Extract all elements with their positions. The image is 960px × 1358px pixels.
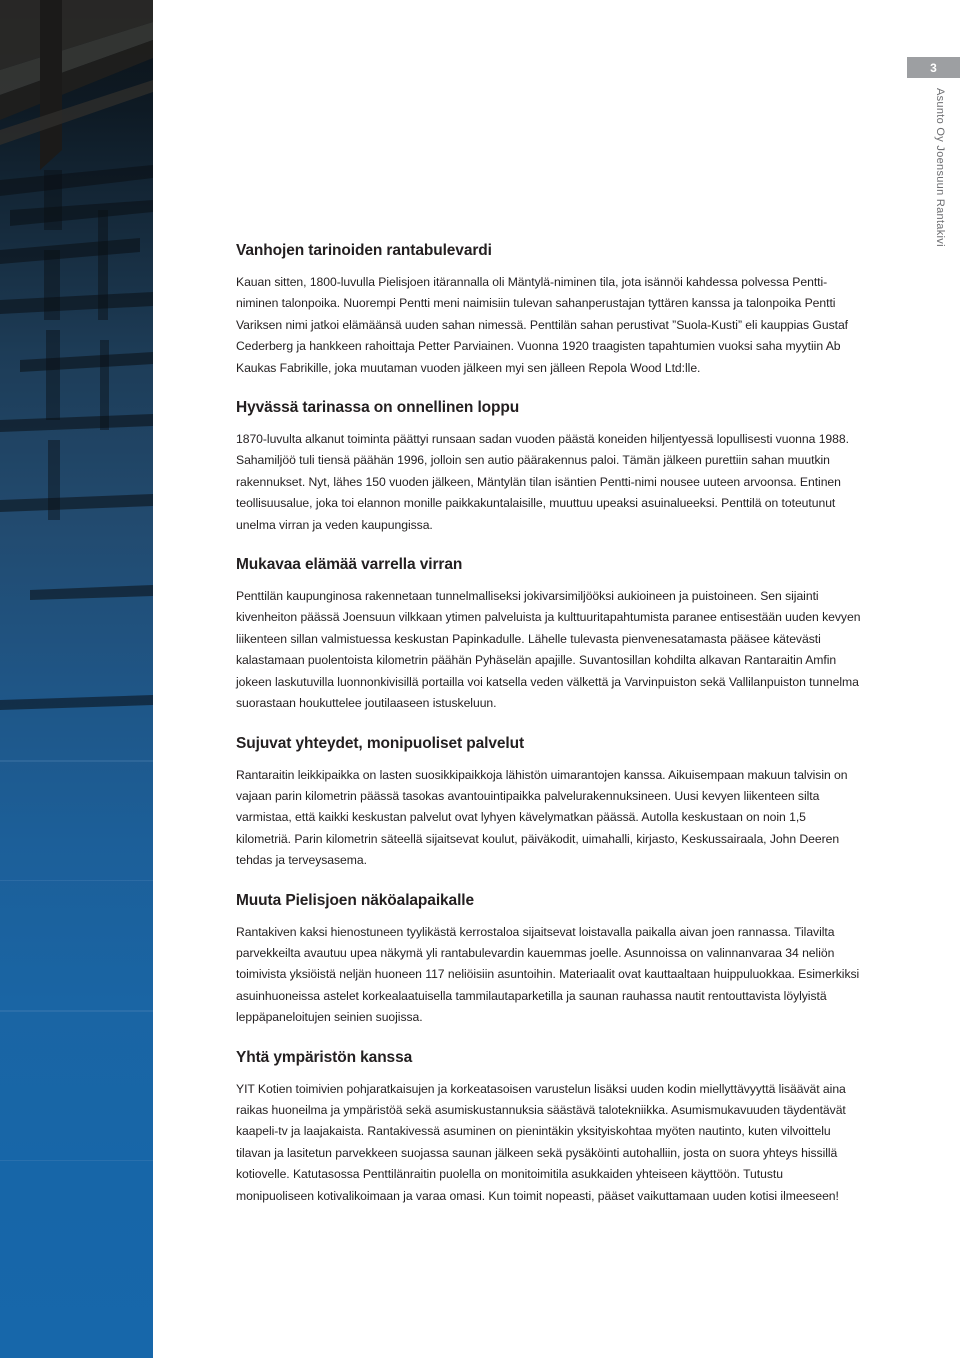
section-mukavaa-elamaa [236,554,864,714]
pier-reflection-photo [0,0,153,1358]
section-heading: Muuta Pielisjoen näköalapaikalle [236,891,474,909]
section-paragraph: Rantaraitin leikkipaikka on lasten suosikkipaikkoja lähistön uimarantojen kanssa. Aikuisempaan makuun talvisin on vajaan parin kilometrin päässä tasokas avantouintipaikka palvelurakennuksineen. Uusi kevyen liikenteen silta varmistaa, että kaikki keskustan palvelut ovat lyhyen kävelymatkan päässä. Autolla keskustaan on noin 1,5 kilometriä. Parin kilometrin säteellä sijaitsevat koulut, päiväkodit, uimahalli, kirjasto, Keskussairaala, John Deeren tehdas ja terveysasema. [236,767,848,868]
section-heading: Mukavaa elämää varrella virran [236,556,463,574]
section-ymparisto [236,1047,864,1207]
page-number: 3 [907,57,960,78]
section-paragraph: YIT Kotien toimivien pohjaratkaisujen ja korkeatasoisen varustelun lisäksi uuden kodin miellyttävyyttä lisäävät aina raikas huoneilma ja ympäristöä sekä asumiskustannuksia säästävä talotekniikka. Asumismukavuuden täydentävät kaapeli-tv ja laajakaista. Rantakivessä asuminen on pienintäkin yksityiskohtaa myöten nautinto, kuten vilvoittelu tilavan ja lasitetun parvekkeen suojassa saunan jälkeen sekä pysäköinti autohalliin, josta on suora yhteys hissillä kotiovelle. Katutasossa Penttilänraitin puolella on monitoimitila asukkaiden yhteiseen käyttöön. Tutustu monipuoliseen kotivalikoimaan ja varaa omasi. Kun toimit nopeasti, pääset vaikuttamaan uuden kotisi ilmeeseen! [236,1081,846,1203]
article-body [236,240,864,1207]
section-sujuvat-yhteydet [236,733,864,872]
section-paragraph: Kauan sitten, 1800-luvulla Pielisjoen itärannalla oli Mäntylä-niminen tila, jota isännöi kahdessa polvessa Pentti-niminen talonpoika. Nuorempi Pentti meni naimisiin tulevan sahanperustajan tyttären kanssa ja talonpoika Pentti Variksen nimi jatkoi elämäänsä uuden sahan nimessä. Penttilän sahan perustivat ”Suola-Kusti” eli kauppias Gustaf Cederberg ja hankkeen rahoittaja Petter Parviainen. Vuonna 1920 traagisten tapahtumien vuoksi saha myytiin Ab Kaukas Fabrikille, joka muutaman vuoden jälkeen myi sen jälleen Repola Wood Ltd:lle. [236,275,849,375]
section-paragraph: Rantakiven kaksi hienostuneen tyylikästä kerrostaloa sijaitsevat loistavalla paikalla aivan joen rannassa. Tilavilta parvekkeilta avautuu upea näkymä yli rantabulevardin kauemmas joelle. Asunnoissa on valinnanvaraa 34 neliön toimivista yksiöistä neljän huoneen 117 neliöisiin asuntoihin. Materiaalit ovat kauttaaltaan huippuluokkaa. Esimerkiksi asuinhuoneissa astelet korkealaatuisella tammilautaparketilla ja saunan rauhassa nautit rentouttavista löylyistä leppäpaneloitujen seinien suojissa. [236,924,860,1025]
section-heading: Vanhojen tarinoiden rantabulevardi [236,242,492,259]
section-paragraph: Penttilän kaupunginosa rakennetaan tunnelmalliseksi jokivarsimiljööksi aukioineen ja puistoineen. Sen sijainti kivenheiton päässä Joensuun vilkkaan ytimen palveluista ja kulttuuritapahtumista paranee entisestään uuden kevyen liikenteen sillan valmistuessa keskustan Papinkadulle. Lähelle tulevasta pienvenesatamasta pääsee kätevästi kalastamaan puolentoista kilometrin päähän Pyhäselän apajille. Suvantosillan kohdilta alkavan Rantaraitin Amfin jokeen laskutuvilla luonnonkivisillä portailla voi katsella veden välkettä ja Varvinpuiston sekä Vallilanpuiston tunnelma suorastaan houkuttelee joutilaaseen istuskeluun. [236,589,861,711]
section-heading: Yhtä ympäristön kanssa [236,1048,413,1066]
section-heading: Sujuvat yhteydet, monipuoliset palvelut [236,734,525,752]
section-paragraph: 1870-luvulta alkanut toiminta päättyi runsaan sadan vuoden päästä koneiden hiljentyessä lopullisesti vuonna 1988. Sahamiljöö tuli tiensä päähän 1996, jolloin sen autio päärakennus paloi. Tämän jälkeen purettiin sahan muutkin rakennukset. Nyt, lähes 150 vuoden jälkeen, Mäntylän tilan isäntien Pentti-nimi nousee uuteen arvoonsa. Entinen teollisuusalue, joka toi elannon monille paikkakuntalaisille, muuttuu upeaksi asuinalueeksi. Penttilä on toteutunut unelma virran ja veden kaupungissa. [236,432,849,532]
section-nakoalapaikka [236,890,864,1029]
section-rantabulevardi [236,240,864,379]
section-heading: Hyvässä tarinassa on onnellinen loppu [236,399,520,417]
pier-reflection-image [0,0,153,1358]
section-onnellinen-loppu [236,397,864,536]
running-title: Asunto Oy Joensuun Rantakivi [934,88,946,247]
